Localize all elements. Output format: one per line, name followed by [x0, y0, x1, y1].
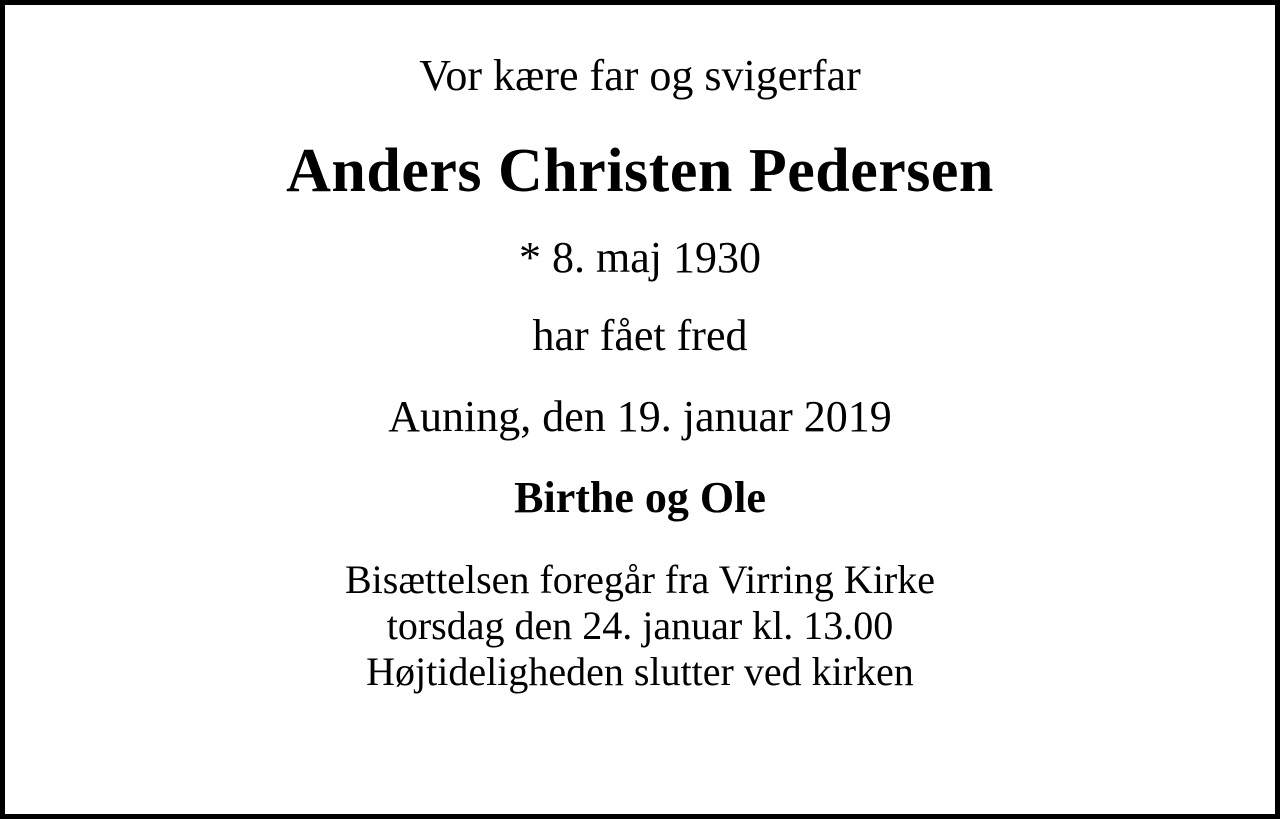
survivors-names: Birthe og Ole	[514, 472, 766, 522]
service-line-1: Bisættelsen foregår fra Virring Kirke	[344, 557, 936, 603]
birth-date: * 8. maj 1930	[519, 232, 761, 282]
service-line-2: torsdag den 24. januar kl. 13.00	[386, 603, 894, 649]
deceased-name: Anders Christen Pedersen	[286, 136, 994, 205]
service-line-3: Højtideligheden slutter ved kirken	[366, 649, 914, 695]
service-details	[345, 557, 935, 695]
passing-phrase: har fået fred	[532, 311, 748, 361]
place-and-date: Auning, den 19. januar 2019	[388, 392, 892, 442]
relationship-line: Vor kære far og svigerfar	[419, 51, 861, 100]
